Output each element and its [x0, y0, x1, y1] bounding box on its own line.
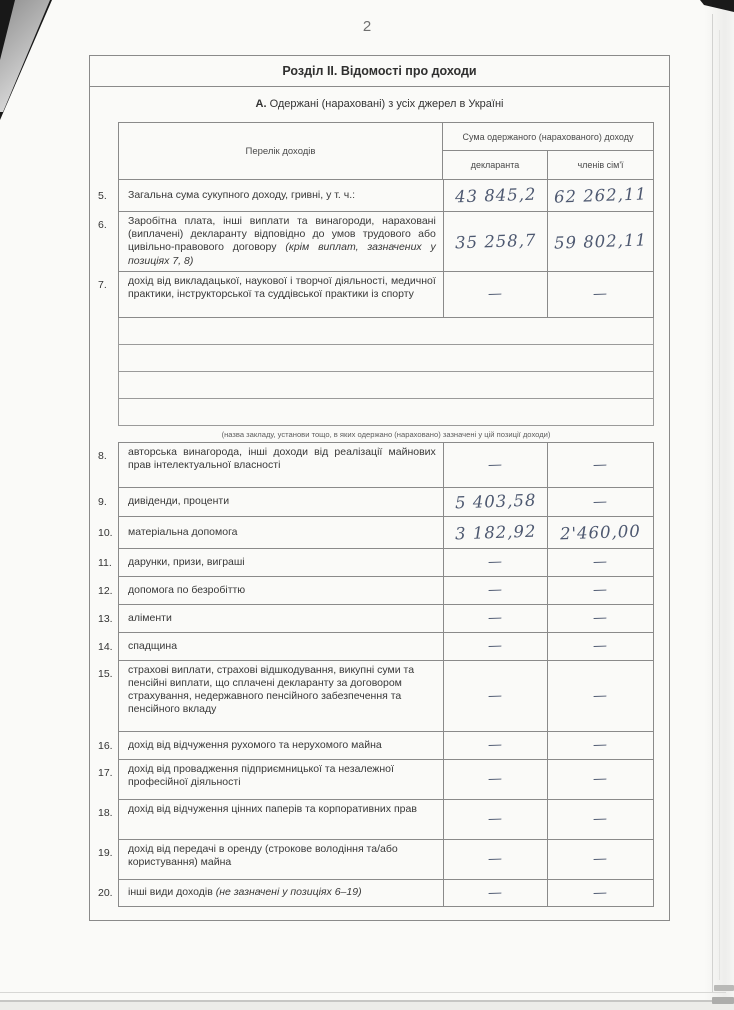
declarant-value-cell [444, 212, 549, 271]
row-number: 13. [98, 612, 113, 625]
family-value-cell [548, 840, 653, 879]
income-label [119, 443, 444, 487]
income-label [119, 661, 444, 731]
row-number: 7. [98, 278, 107, 291]
declarant-value: 5 403,58 [454, 490, 537, 513]
row-number: 12. [98, 584, 113, 597]
income-label-text: аліменти [128, 611, 172, 624]
declarant-value: 3 182,92 [454, 521, 537, 544]
income-row [98, 212, 658, 272]
column-header-sum: Сума одержаного (нарахованого) доходу [443, 123, 653, 151]
income-label-text: Загальна сума сукупного доходу, гривні, у т. ч.: [128, 188, 356, 201]
declarant-value: — [487, 737, 504, 754]
blank-entry-line [118, 317, 654, 345]
income-rows-5-7 [98, 180, 658, 318]
family-value-cell [548, 661, 653, 731]
declarant-value-cell [444, 443, 549, 487]
income-label-italic: (крім виплат, зазначених у позиціях 7, 8) [128, 241, 436, 267]
row-number: 11. [98, 556, 112, 569]
subsection-letter: А. [255, 98, 267, 110]
sheet-stack-edge [0, 992, 726, 993]
income-row [98, 549, 658, 577]
income-label-text: дивіденди, проценти [128, 495, 230, 508]
family-value-cell [548, 800, 653, 839]
section-title: Розділ II. Відомості про доходи [90, 56, 669, 87]
row-number: 20. [98, 887, 113, 900]
income-label [119, 549, 444, 576]
declarant-value-cell [444, 180, 549, 211]
blank-entry-lines [118, 317, 654, 426]
income-label [119, 517, 444, 548]
sheet-stack-corner [712, 997, 734, 1004]
row-number: 5. [98, 190, 107, 202]
family-value: — [592, 884, 609, 902]
family-value-cell [548, 577, 653, 604]
declarant-value-cell [444, 272, 549, 317]
family-value-cell [548, 212, 653, 271]
subsection-title [90, 98, 669, 110]
income-label-text: спадщина [128, 639, 178, 652]
declaration-section-box [89, 55, 670, 921]
income-label-text: Заробітна плата, інші виплати та винагороди, нараховані (виплачені) декларанту відповідно до умов трудового або цивільно-правового договору [128, 215, 436, 254]
row-number: 16. [98, 739, 113, 752]
family-value-cell [548, 633, 653, 660]
family-value: — [592, 851, 609, 868]
income-label-text: дохід від викладацької, наукової і творчої діяльності, медичної практики, інструкторської та суддівської практики із спорту [128, 274, 436, 301]
declarant-value: 35 258,7 [454, 230, 537, 253]
family-value-cell [548, 605, 653, 632]
declarant-value-cell [444, 633, 549, 660]
income-label [119, 180, 444, 211]
income-label [119, 840, 444, 879]
family-value-cell [548, 517, 653, 548]
income-label [119, 732, 444, 759]
declarant-value-cell [444, 840, 549, 879]
income-rows [98, 180, 658, 907]
income-row [98, 800, 658, 840]
income-row [98, 661, 658, 732]
income-label [119, 272, 444, 317]
family-value-cell [548, 732, 653, 759]
declarant-value: — [487, 811, 504, 828]
income-label [119, 488, 444, 516]
declarant-value-cell [444, 880, 549, 906]
family-value: — [592, 456, 609, 474]
income-row [98, 732, 658, 760]
sheet-stack-edge [0, 1002, 734, 1010]
family-value: — [592, 610, 609, 627]
income-label-text: дохід від провадження підприємницької та незалежної професійної діяльності [128, 762, 394, 789]
family-value: 62 262,11 [553, 184, 648, 207]
income-label-text: дарунки, призи, виграші [128, 555, 245, 568]
declarant-value: — [487, 851, 504, 868]
blank-entry-line [118, 398, 654, 426]
income-row [98, 272, 658, 318]
income-label-italic: (не зазначені у позиціях 6–19) [215, 886, 362, 899]
page-number: 2 [362, 18, 372, 35]
family-value-cell [548, 488, 653, 516]
income-row [98, 180, 658, 212]
declarant-value: 43 845,2 [454, 184, 537, 207]
declarant-value: — [487, 771, 504, 788]
family-value: 59 802,11 [553, 230, 648, 253]
blank-lines-caption: (назва закладу, установи тощо, в яких одержано (нараховано) зазначені у цій позиції доходи) [221, 429, 551, 439]
declarant-value: — [487, 554, 504, 571]
row-number: 19. [98, 846, 113, 859]
column-header-declarant: декларанта [443, 151, 548, 179]
declarant-value-cell [444, 517, 549, 548]
family-value-cell [548, 443, 653, 487]
family-value: — [592, 687, 609, 705]
income-label [119, 633, 444, 660]
income-label-text: авторська винагорода, інші доходи від реалізації майнових прав інтелектуальної власності [128, 445, 436, 472]
row-number: 9. [98, 496, 107, 509]
income-label-text: допомога по безробіттю [128, 583, 246, 596]
income-label-text: дохід від відчуження цінних паперів та корпоративних прав [128, 802, 417, 815]
income-row [98, 880, 658, 907]
row-number: 10. [98, 526, 113, 539]
income-row [98, 760, 658, 800]
income-label-text: дохід від передачі в оренду (строкове володіння та/або користування) майна [128, 842, 398, 869]
declarant-value: — [487, 884, 504, 902]
family-value: — [592, 582, 609, 599]
income-label-text: дохід від відчуження рухомого та нерухомого майна [128, 738, 382, 751]
declarant-value-cell [444, 549, 549, 576]
row-number: 14. [98, 640, 113, 653]
family-value-cell [548, 180, 653, 211]
income-label [119, 760, 444, 799]
family-value: — [592, 493, 609, 511]
income-label-text: матеріальна допомога [128, 525, 238, 538]
income-table-header [118, 122, 654, 180]
declarant-value-cell [444, 577, 549, 604]
family-value: — [592, 811, 609, 828]
family-value: — [592, 286, 609, 303]
family-value-cell [548, 272, 653, 317]
row-number: 18. [98, 806, 113, 819]
declarant-value-cell [444, 800, 549, 839]
income-label [119, 577, 444, 604]
row-number: 8. [98, 449, 107, 462]
declarant-value: — [487, 610, 504, 627]
declarant-value-cell [444, 488, 549, 516]
income-row [98, 577, 658, 605]
income-label [119, 605, 444, 632]
income-row [98, 633, 658, 661]
income-label-text: інші види доходів [128, 886, 216, 899]
row-number: 15. [98, 667, 113, 680]
column-header-income-list: Перелік доходів [119, 123, 443, 179]
family-value-cell [548, 760, 653, 799]
income-label-text: страхові виплати, страхові відшкодування, викупні суми та пенсійні виплати, що сплачені декларанту за договором страхування, недержавного пенсійного забезпечення та пенсійного вкладу [128, 663, 415, 716]
declarant-value-cell [444, 732, 549, 759]
subsection-text: Одержані (нараховані) з усіх джерел в Україні [266, 98, 504, 110]
declarant-value: — [487, 286, 504, 303]
family-value: — [592, 737, 609, 754]
income-label [119, 212, 444, 271]
income-row [98, 605, 658, 633]
sheet-stack-corner [714, 985, 734, 991]
blank-entry-line [118, 344, 654, 372]
declarant-value: — [487, 687, 504, 705]
income-label [119, 800, 444, 839]
row-number: 6. [98, 219, 107, 231]
declarant-value: — [487, 456, 504, 474]
income-row [98, 517, 658, 549]
family-value: 2'460,00 [560, 521, 642, 544]
column-header-family: членів сім'ї [577, 160, 624, 170]
declarant-value: — [487, 638, 504, 655]
family-value: — [592, 771, 609, 788]
income-row [98, 840, 658, 880]
declarant-value-cell [444, 661, 549, 731]
declarant-value: — [487, 582, 504, 599]
declarant-value-cell [444, 760, 549, 799]
family-value: — [592, 554, 609, 571]
family-value: — [592, 638, 609, 655]
income-rows-8-20 [98, 443, 658, 907]
family-value-cell [548, 880, 653, 906]
declarant-value-cell [444, 605, 549, 632]
paper-edge-line [719, 30, 720, 980]
paper-edge-line [712, 14, 713, 992]
family-value-cell [548, 549, 653, 576]
income-row [98, 488, 658, 517]
income-label [119, 880, 444, 906]
income-row [98, 443, 658, 488]
row-number: 17. [98, 766, 113, 779]
blank-entry-line [118, 371, 654, 399]
